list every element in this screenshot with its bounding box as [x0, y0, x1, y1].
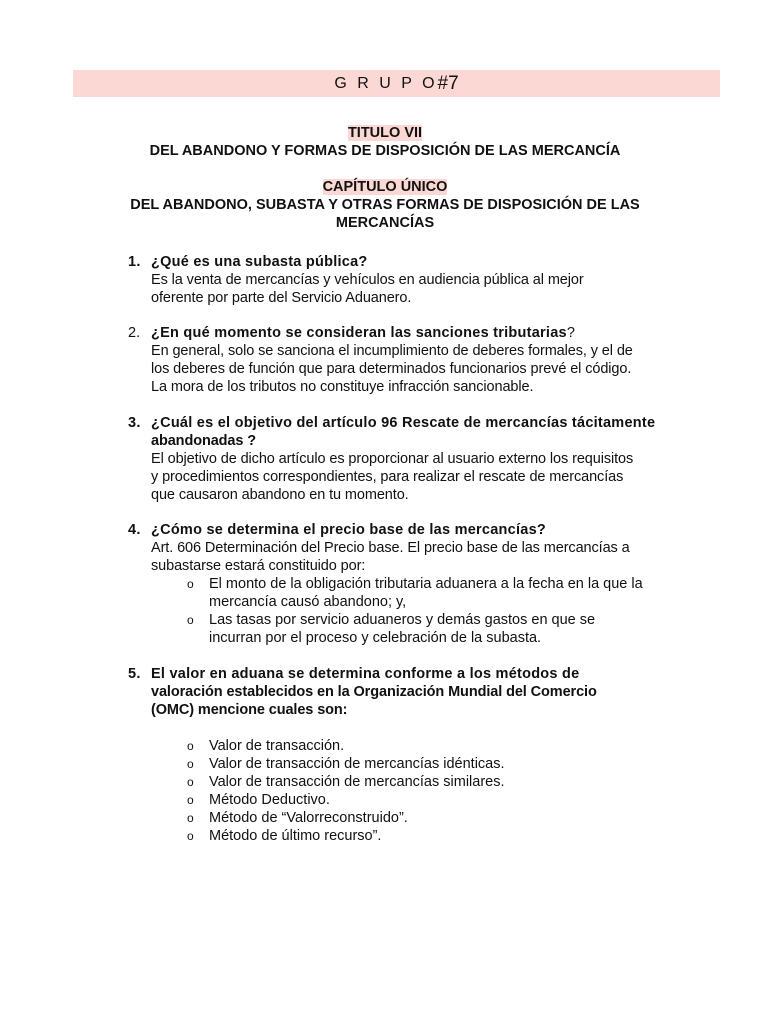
- answer-line: Es la venta de mercancías y vehículos en audiencia pública al mejor: [151, 272, 584, 288]
- list-item: [187, 791, 668, 809]
- document-headings: [73, 124, 697, 232]
- question-3: [128, 414, 668, 504]
- list-item: [187, 575, 668, 611]
- question-2: [128, 324, 668, 396]
- list-item: [187, 737, 668, 755]
- bullet-glyph: o: [187, 775, 194, 789]
- chapter-text-line-1: DEL ABANDONO, SUBASTA Y OTRAS FORMAS DE DISPOSICIÓN DE LAS: [130, 197, 640, 213]
- bullet-text: mercancía causó abandono; y,: [209, 594, 407, 610]
- list-item: [187, 755, 668, 773]
- bullet-glyph: o: [187, 829, 194, 843]
- group-number: #7: [437, 72, 459, 94]
- bullet-text: Método Deductivo.: [209, 792, 330, 808]
- answer-line: subastarse estará constituido por:: [151, 558, 366, 574]
- bullet-list: [187, 737, 668, 845]
- bullet-glyph: o: [187, 613, 194, 627]
- bullet-text: Valor de transacción.: [209, 738, 345, 754]
- question-number: 5.: [128, 666, 141, 682]
- question-number: 1.: [128, 254, 141, 270]
- bullet-text: El monto de la obligación tributaria aduanera a la fecha en la que la: [209, 576, 643, 592]
- answer-line: En general, solo se sanciona el incumplimiento de deberes formales, y el de: [151, 343, 633, 359]
- list-item: [187, 809, 668, 827]
- answer-line: La mora de los tributos no constituye infracción sancionable.: [151, 379, 534, 395]
- chapter-text-line-2: MERCANCÍAS: [335, 215, 435, 231]
- question-1: [128, 253, 668, 307]
- answer-line: que causaron abandono en tu momento.: [151, 487, 409, 503]
- bullet-list: [187, 575, 668, 647]
- bullet-text: Valor de transacción de mercancías idénticas.: [209, 756, 505, 772]
- question-number: 3.: [128, 415, 141, 431]
- bullet-glyph: o: [187, 793, 194, 807]
- answer-line: El objetivo de dicho artículo es proporcionar al usuario externo los requisitos: [151, 451, 634, 467]
- bullet-text: incurran por el proceso y celebración de la subasta.: [209, 630, 542, 646]
- bullet-text: Método de “Valorreconstruido”.: [209, 810, 408, 826]
- question-text: ¿Cómo se determina el precio base de las mercancías?: [151, 522, 546, 538]
- bullet-glyph: o: [187, 757, 194, 771]
- question-text-cont: abandonadas ?: [151, 433, 257, 449]
- answer-line: oferente por parte del Servicio Aduanero.: [151, 290, 412, 306]
- bullet-text: Las tasas por servicio aduaneros y demás gastos en que se: [209, 612, 596, 628]
- question-text: ¿Cuál es el objetivo del artículo 96 Rescate de mercancías tácitamente: [151, 415, 656, 431]
- question-5: [128, 665, 668, 845]
- bullet-text: Valor de transacción de mercancías similares.: [209, 774, 505, 790]
- question-text: El valor en aduana se determina conforme a los métodos de: [151, 666, 580, 682]
- answer-line: Art. 606 Determinación del Precio base. El precio base de las mercancías a: [151, 540, 630, 556]
- bullet-text: Método de último recurso”.: [209, 828, 382, 844]
- bullet-glyph: o: [187, 577, 194, 591]
- list-item: [187, 827, 668, 845]
- answer-line: los deberes de función que para determinados funcionarios prevé el código.: [151, 361, 632, 377]
- list-item: [187, 773, 668, 791]
- bullet-glyph: o: [187, 739, 194, 753]
- title-text: DEL ABANDONO Y FORMAS DE DISPOSICIÓN DE LAS MERCANCÍA: [149, 143, 621, 159]
- chapter-label: CAPÍTULO ÚNICO: [322, 179, 448, 195]
- question-text: ¿Qué es una subasta pública?: [151, 254, 368, 270]
- bullet-glyph: o: [187, 811, 194, 825]
- question-number: 4.: [128, 522, 141, 538]
- list-item: [187, 611, 668, 647]
- question-text: ¿En qué momento se consideran las sanciones tributarias: [151, 325, 567, 341]
- title-label: TITULO VII: [347, 125, 423, 141]
- question-number: 2.: [128, 325, 141, 341]
- answer-line: y procedimientos correspondientes, para realizar el rescate de mercancías: [151, 469, 624, 485]
- question-text-cont: valoración establecidos en la Organización Mundial del Comercio: [151, 684, 597, 700]
- group-label: G R U P O: [334, 74, 438, 92]
- group-banner: [73, 70, 720, 97]
- question-4: [128, 521, 668, 647]
- question-text-cont: (OMC) mencione cuales son:: [151, 702, 348, 718]
- question-suffix: ?: [566, 325, 575, 341]
